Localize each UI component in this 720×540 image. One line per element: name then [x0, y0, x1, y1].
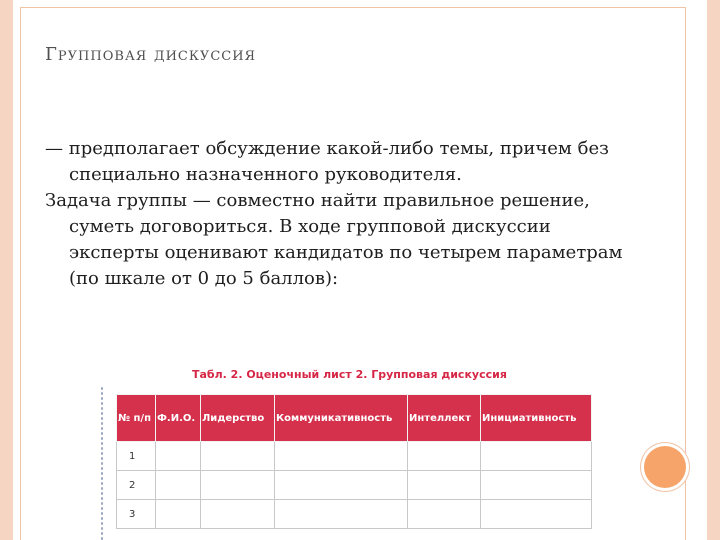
- table-cell: [408, 471, 481, 500]
- table-cell: 3: [117, 500, 156, 529]
- table-cell: [481, 442, 592, 471]
- table-cell: [275, 471, 408, 500]
- table-cell: [408, 442, 481, 471]
- table-cell: [481, 500, 592, 529]
- table-row: [117, 500, 592, 529]
- table-cell: 1: [117, 442, 156, 471]
- slide-title: Групповая дискуссия: [45, 44, 257, 65]
- decorative-circle: [644, 446, 686, 488]
- score-table: [116, 394, 592, 529]
- paragraph-definition: — предполагает обсуждение какой-либо темы, причем без специально назначенного руководителя.: [45, 138, 609, 185]
- table-cell: [156, 442, 201, 471]
- header-number: № п/п: [117, 395, 156, 442]
- header-intellect: Интеллект: [408, 395, 481, 442]
- table-row: [117, 471, 592, 500]
- paragraph-task: Задача группы — совместно найти правильное решение, суметь договориться. В ходе групповой дискуссии эксперты оценивают кандидатов по четырем параметрам (по шкале от 0 до 5 баллов):: [45, 190, 623, 289]
- table-cell: [275, 442, 408, 471]
- table-cell: [481, 471, 592, 500]
- table-cell: [408, 500, 481, 529]
- dotted-margin: [100, 386, 104, 540]
- header-leadership: Лидерство: [201, 395, 275, 442]
- table-row: [117, 442, 592, 471]
- frame-line-top: [20, 7, 686, 8]
- header-name: Ф.И.О.: [156, 395, 201, 442]
- left-decorative-border: [0, 0, 13, 540]
- table-cell: [201, 500, 275, 529]
- frame-line-left: [20, 7, 21, 540]
- table-cell: [201, 442, 275, 471]
- table-cell: [156, 471, 201, 500]
- table-cell: [275, 500, 408, 529]
- slide-body: [45, 136, 625, 292]
- header-initiative: Инициативность: [481, 395, 592, 442]
- frame-line-right: [685, 7, 686, 540]
- header-communication: Коммуникативность: [275, 395, 408, 442]
- table-caption: Табл. 2. Оценочный лист 2. Групповая дискуссия: [192, 368, 507, 381]
- score-table-image: [100, 368, 592, 540]
- table-cell: [156, 500, 201, 529]
- table-header-row: [117, 395, 592, 442]
- table-cell: 2: [117, 471, 156, 500]
- right-decorative-border: [707, 0, 720, 540]
- table-cell: [201, 471, 275, 500]
